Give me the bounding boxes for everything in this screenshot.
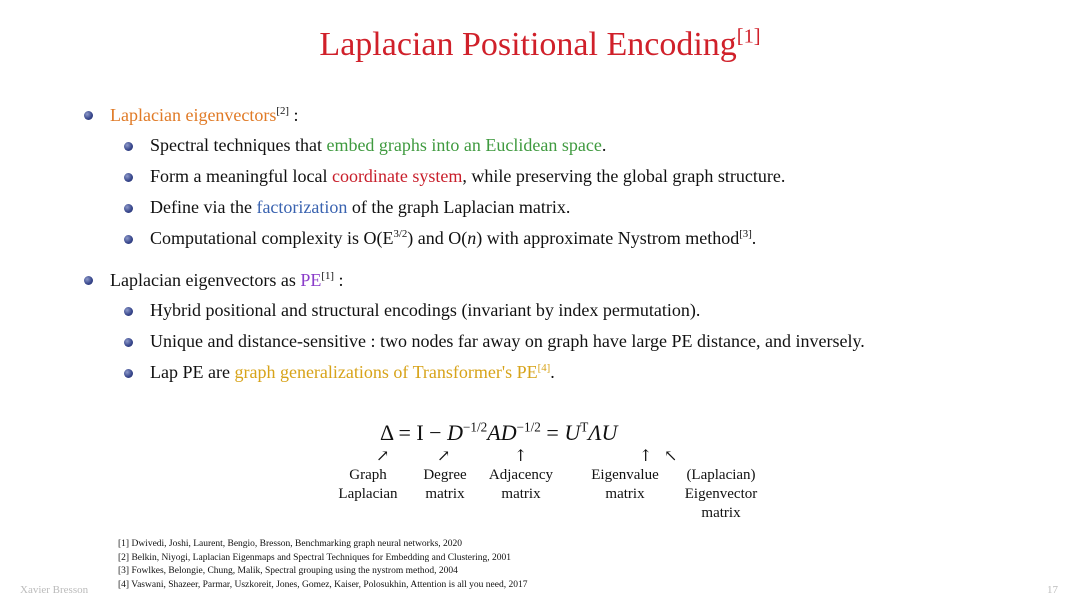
heading-suffix: : (334, 270, 344, 290)
text: Define via the (150, 197, 257, 217)
bullet-icon (124, 338, 133, 347)
reference-item: [1] Dwivedi, Joshi, Laurent, Bengio, Bresson, Benchmarking graph neural networks, 2020 (118, 539, 463, 549)
label-degree-matrix (412, 466, 478, 504)
sub-bullet-spectral (80, 130, 1070, 161)
laplacian-formula (380, 420, 617, 446)
label-line: matrix (425, 486, 465, 502)
heading-highlight: PE (300, 270, 322, 290)
label-eigenvalue-matrix (582, 466, 668, 504)
sub-bullet-hybrid (80, 295, 1070, 326)
heading-reference: [1] (321, 270, 335, 282)
arrow-up-icon: ↑ (514, 446, 528, 465)
sub-bullet-coordinate (80, 161, 1070, 192)
bullet-icon (84, 111, 93, 120)
formula-exponent: T (580, 419, 589, 435)
label-line: (Laplacian) (686, 467, 756, 483)
page-number: 17 (1047, 584, 1058, 596)
text: Form a meaningful local (150, 166, 332, 186)
label-eigenvector-matrix (674, 466, 768, 523)
text: ) with approximate Nystrom method (476, 228, 740, 248)
bullet-icon (124, 369, 133, 378)
title-reference: [1] (736, 25, 761, 48)
sub-bullet-lap-pe (80, 357, 1070, 388)
bullet-icon (124, 142, 133, 151)
formula-part: AD (487, 420, 517, 445)
label-adjacency-matrix (482, 466, 560, 504)
text: Hybrid positional and structural encodings (invariant by index permutation). (150, 300, 701, 320)
text: . (751, 228, 757, 248)
text: . (601, 135, 607, 155)
label-line: Graph (349, 467, 387, 483)
text: , while preserving the global graph structure. (462, 166, 786, 186)
heading-reference: [2] (276, 105, 290, 117)
text: of the graph Laplacian matrix. (347, 197, 571, 217)
reference-item: [4] Vaswani, Shazeer, Parmar, Uszkoreit, Jones, Gomez, Kaiser, Polosukhin, Attention is all you need, 2017 (118, 579, 528, 590)
text: Laplacian eigenvectors as (110, 270, 301, 290)
highlight-text: coordinate system (331, 166, 463, 186)
formula-part: = I − (392, 420, 448, 445)
reference-item: [3] Fowlkes, Belongie, Chung, Malik, Spectral grouping using the nystrom method, 2004 (118, 566, 458, 577)
highlight-text: embed graphs into an Euclidean space (326, 135, 602, 155)
label-line: matrix (701, 505, 741, 521)
text: Unique and distance-sensitive : two nodes far away on graph have large PE distance, and inversely. (150, 331, 865, 351)
bullet-icon (124, 204, 133, 213)
arrow-up-left-icon: ↖ (664, 446, 678, 465)
label-graph-laplacian (330, 466, 406, 504)
highlight-text: factorization (256, 197, 348, 217)
formula-part: U (564, 420, 581, 445)
sub-bullet-complexity (80, 223, 1070, 254)
bullet-icon (124, 173, 133, 182)
delta-symbol: Δ (380, 420, 393, 445)
text: ) and O( (407, 228, 468, 248)
footer-author: Xavier Bresson (20, 584, 89, 596)
slide-title-text: Laplacian Positional Encoding (319, 26, 737, 63)
bullet-icon (124, 235, 133, 244)
label-line: Eigenvalue (591, 467, 659, 483)
bullet-icon (84, 276, 93, 285)
variable: n (467, 228, 477, 248)
label-line: matrix (605, 486, 645, 502)
formula-part: D (447, 420, 463, 445)
label-line: Laplacian (338, 486, 398, 502)
label-line: Degree (423, 467, 467, 483)
heading-highlight: Laplacian eigenvectors (110, 105, 277, 125)
formula-part: ΛU (588, 420, 618, 445)
label-line: Adjacency (488, 467, 554, 483)
formula-exponent: −1/2 (462, 419, 488, 435)
text: Lap PE are (150, 362, 235, 382)
bullet-icon (124, 307, 133, 316)
highlight-text: graph generalizations of Transformer's PE (234, 362, 538, 382)
section-1-heading (80, 100, 1070, 130)
sub-bullet-factorization (80, 192, 1070, 223)
reference: [3] (739, 228, 752, 240)
label-line: Eigenvector (684, 486, 758, 502)
label-line: matrix (501, 486, 541, 502)
reference-item: [2] Belkin, Niyogi, Laplacian Eigenmaps and Spectral Techniques for Embedding and Clustering, 2001 (118, 552, 512, 563)
sub-bullet-unique (80, 326, 1070, 357)
text: . (550, 362, 555, 382)
heading-suffix: : (289, 105, 299, 125)
text: Computational complexity is O(E (150, 228, 394, 248)
slide-title (0, 26, 1080, 64)
formula-part: = (540, 420, 565, 445)
section-2-heading (80, 265, 1070, 295)
arrow-up-icon: ↑ (639, 446, 653, 465)
formula-exponent: −1/2 (516, 419, 541, 435)
reference: [4] (537, 362, 551, 374)
arrow-up-right-icon: ↗ (437, 446, 451, 465)
exponent: 3/2 (393, 228, 408, 240)
bullet-list (80, 100, 1070, 388)
arrow-up-right-icon: ↗ (376, 446, 390, 465)
references (118, 538, 527, 592)
text: Spectral techniques that (150, 135, 327, 155)
